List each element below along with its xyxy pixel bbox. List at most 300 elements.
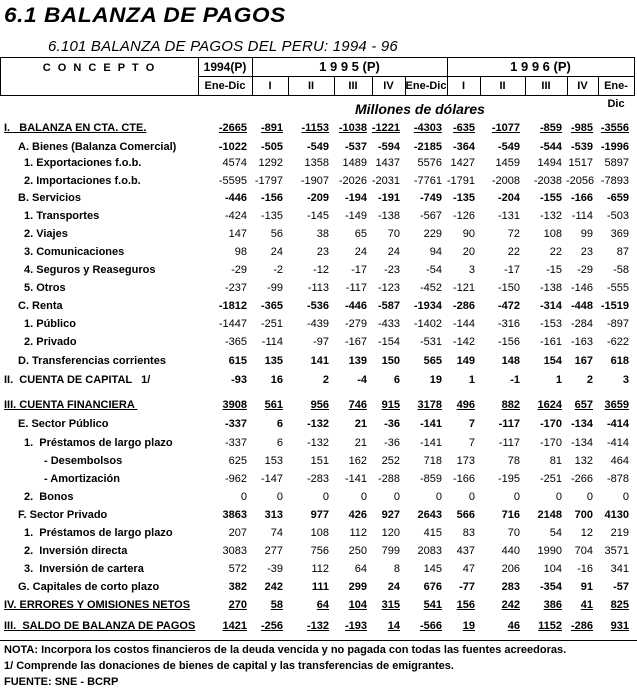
cell-value-text: 1 (468, 374, 475, 386)
cell-value-text: 64 (354, 563, 367, 575)
cell-value-text: -114 (571, 210, 593, 222)
cell-value (524, 246, 562, 258)
cell-value-text: -77 (459, 581, 475, 593)
cell-value-text: -7761 (413, 175, 442, 187)
cell-value-text: -439 (306, 318, 329, 330)
cell-value (404, 473, 442, 485)
cell-value-text: -153 (539, 318, 562, 330)
table-row (0, 355, 637, 371)
cell-value-text: 22 (507, 246, 520, 258)
cell-value (404, 563, 442, 575)
cell-value-text: -194 (344, 192, 367, 204)
table-row (0, 599, 637, 615)
period-header: Ene-Dic (604, 80, 628, 110)
cell-value (566, 264, 593, 276)
cell-value (566, 599, 593, 611)
cell-value (566, 318, 593, 330)
cell-value (524, 192, 562, 204)
cell-value-text: -147 (260, 473, 283, 485)
cell-value-text: 46 (507, 620, 520, 632)
row-label-text: 2. Importaciones f.o.b. (24, 175, 141, 187)
cell-value (287, 300, 329, 312)
cell-value-text: 700 (574, 509, 593, 521)
table-row (0, 399, 637, 415)
cell-value-text: 977 (310, 509, 329, 521)
cell-value-text: 283 (501, 581, 520, 593)
cell-value-text: -286 (570, 620, 593, 632)
cell-value (197, 228, 247, 240)
cell-value-text: -135 (260, 210, 283, 222)
cell-value (597, 264, 629, 276)
cell-value-text: 151 (310, 455, 329, 467)
cell-value-text: 6 (393, 374, 400, 386)
cell-value (597, 300, 629, 312)
cell-value (479, 509, 520, 521)
cell-value-text: -4 (357, 374, 367, 386)
row-label-text: III. CUENTA FINANCIERA (4, 399, 138, 411)
cell-value (597, 355, 629, 367)
cell-value (333, 545, 367, 557)
cell-value-text: 1459 (495, 157, 520, 169)
row-label-text: D. Transferencias corrientes (18, 355, 166, 367)
cell-value (333, 399, 367, 411)
cell-value (446, 527, 475, 539)
cell-value-text: 0 (240, 491, 247, 503)
cell-value-text: 132 (574, 455, 593, 467)
cell-value (251, 141, 283, 153)
cell-value (371, 437, 400, 449)
cell-value (287, 264, 329, 276)
cell-value-text: -163 (570, 336, 593, 348)
cell-value (446, 246, 475, 258)
table-title: 6.101 BALANZA DE PAGOS DEL PERU: 1994 - 96 (48, 38, 398, 55)
cell-value-text: 386 (543, 599, 562, 611)
cell-value (287, 399, 329, 411)
cell-value-text: -859 (539, 122, 562, 134)
year-1995-header: 1 9 9 5 (P) (319, 59, 380, 74)
cell-value (287, 175, 329, 187)
cell-value-text: -138 (377, 210, 400, 222)
cell-value (446, 157, 475, 169)
cell-value (197, 157, 247, 169)
cell-value (597, 175, 629, 187)
cell-value (371, 246, 400, 258)
cell-value-text: 1 (555, 374, 562, 386)
cell-value-text: 3083 (222, 545, 247, 557)
cell-value (404, 264, 442, 276)
cell-value (597, 192, 629, 204)
cell-value (197, 141, 247, 153)
cell-value-text: 229 (423, 228, 442, 240)
cell-value (597, 246, 629, 258)
cell-value (566, 122, 593, 134)
cell-value-text: -166 (570, 192, 593, 204)
cell-value (404, 545, 442, 557)
header-divider (372, 76, 373, 95)
cell-value-text: 0 (622, 491, 629, 503)
header-divider (567, 76, 568, 95)
cell-value (333, 437, 367, 449)
cell-value-text: 565 (423, 355, 442, 367)
cell-value-text: 3 (622, 374, 629, 386)
cell-value-text: -97 (313, 336, 329, 348)
cell-value (251, 300, 283, 312)
row-label (4, 620, 195, 632)
cell-value (333, 620, 367, 632)
cell-value (479, 157, 520, 169)
cell-value (404, 491, 442, 503)
cell-value (287, 228, 329, 240)
cell-value-text: -284 (570, 318, 593, 330)
cell-value (287, 192, 329, 204)
units-label: Millones de dólares (355, 101, 485, 117)
cell-value-text: 153 (264, 455, 283, 467)
cell-value-text: 1358 (304, 157, 329, 169)
cell-value-text: 3863 (222, 509, 247, 521)
cell-value-text: 0 (435, 491, 442, 503)
cell-value (251, 374, 283, 386)
cell-value-text: -446 (224, 192, 247, 204)
header-divider (480, 76, 481, 95)
cell-value-text: 108 (543, 228, 562, 240)
cell-value-text: 1437 (375, 157, 400, 169)
cell-value (446, 318, 475, 330)
row-label (24, 527, 173, 539)
cell-value-text: 6 (276, 418, 283, 430)
cell-value-text: 2083 (417, 545, 442, 557)
row-label-text: - Amortización (44, 473, 120, 485)
cell-value-text: -58 (613, 264, 629, 276)
cell-value (251, 228, 283, 240)
cell-value (524, 545, 562, 557)
row-label-text: - Desembolsos (44, 455, 123, 467)
table-row (0, 473, 637, 489)
cell-value-text: 1494 (537, 157, 562, 169)
year-1994-header: 1994(P) (203, 60, 247, 74)
cell-value-text: 718 (423, 455, 442, 467)
row-label (44, 473, 120, 485)
cell-value (197, 246, 247, 258)
cell-value-text: 56 (270, 228, 283, 240)
row-label (24, 246, 124, 258)
cell-value-text: 799 (381, 545, 400, 557)
cell-value-text: 756 (310, 545, 329, 557)
cell-value-text: -1996 (600, 141, 629, 153)
table-row (0, 545, 637, 561)
cell-value (566, 141, 593, 153)
cell-value (446, 509, 475, 521)
cell-value (251, 599, 283, 611)
cell-value (597, 336, 629, 348)
row-label-text: A. Bienes (Balanza Comercial) (18, 141, 177, 153)
cell-value (197, 418, 247, 430)
cell-value-text: -878 (606, 473, 629, 485)
period-header: IV (577, 80, 588, 92)
cell-value-text: 206 (501, 563, 520, 575)
cell-value-text: -117 (345, 282, 367, 294)
cell-value (287, 455, 329, 467)
cell-value (287, 336, 329, 348)
cell-value (251, 509, 283, 521)
cell-value (197, 437, 247, 449)
cell-value (404, 282, 442, 294)
table-row (0, 491, 637, 507)
row-label (24, 563, 144, 575)
cell-value (479, 491, 520, 503)
cell-value-text: -36 (384, 418, 400, 430)
cell-value (404, 399, 442, 411)
cell-value (597, 122, 629, 134)
cell-value-text: -132 (539, 210, 562, 222)
cell-value-text: 931 (610, 620, 629, 632)
cell-value-text: -749 (419, 192, 442, 204)
cell-value (597, 545, 629, 557)
cell-value-text: -2185 (413, 141, 442, 153)
cell-value (371, 527, 400, 539)
cell-value (251, 545, 283, 557)
period-header: I (268, 80, 272, 92)
cell-value-text: -16 (577, 563, 593, 575)
cell-value (251, 246, 283, 258)
cell-value (404, 246, 442, 258)
cell-value-text: -549 (497, 141, 520, 153)
cell-value (197, 300, 247, 312)
header-divider (405, 76, 406, 95)
cell-value (597, 563, 629, 575)
cell-value (251, 157, 283, 169)
cell-value (251, 210, 283, 222)
cell-value-text: -2 (273, 264, 283, 276)
cell-value-text: 19 (462, 620, 475, 632)
cell-value (404, 437, 442, 449)
cell-value-text: 173 (456, 455, 475, 467)
cell-value (197, 122, 247, 134)
row-label-text: III. SALDO DE BALANZA DE PAGOS (4, 620, 196, 632)
cell-value (404, 355, 442, 367)
cell-value-text: -36 (384, 437, 400, 449)
header-divider (598, 76, 599, 95)
row-label (24, 437, 173, 449)
cell-value-text: 3571 (604, 545, 629, 557)
cell-value-text: -622 (606, 336, 629, 348)
row-label-text: 1. Préstamos de largo plazo (24, 527, 173, 539)
cell-value (566, 563, 593, 575)
cell-value-text: 541 (423, 599, 442, 611)
cell-value-text: 496 (456, 399, 475, 411)
cell-value-text: 7 (468, 418, 475, 430)
cell-value-text: -138 (539, 282, 562, 294)
cell-value-text: -266 (570, 473, 593, 485)
table-row (0, 157, 637, 173)
cell-value (597, 437, 629, 449)
cell-value-text: 704 (574, 545, 593, 557)
cell-value (479, 581, 520, 593)
cell-value (287, 509, 329, 521)
row-label-text: 1. Exportaciones f.o.b. (24, 157, 142, 169)
cell-value-text: -93 (231, 374, 247, 386)
cell-value-text: 58 (270, 599, 283, 611)
table-row (0, 175, 637, 191)
cell-value-text: 2148 (537, 509, 562, 521)
cell-value (371, 563, 400, 575)
cell-value-text: 41 (580, 599, 593, 611)
cell-value (446, 175, 475, 187)
cell-value (479, 620, 520, 632)
cell-value (251, 282, 283, 294)
table-row (0, 192, 637, 208)
cell-value (446, 122, 475, 134)
cell-value-text: 3908 (222, 399, 247, 411)
cell-value (566, 620, 593, 632)
cell-value-text: 154 (543, 355, 562, 367)
cell-value-text: -537 (344, 141, 367, 153)
cell-value-text: -4303 (413, 122, 442, 134)
cell-value-text: 72 (507, 228, 520, 240)
cell-value (597, 491, 629, 503)
cell-value (371, 374, 400, 386)
cell-value (479, 563, 520, 575)
cell-value-text: -134 (570, 418, 593, 430)
cell-value (524, 374, 562, 386)
cell-value-text: 24 (387, 581, 400, 593)
cell-value (524, 563, 562, 575)
cell-value (197, 491, 247, 503)
period-header: III (348, 80, 358, 92)
cell-value (446, 282, 475, 294)
cell-value-text: 74 (270, 527, 283, 539)
cell-value-text: -859 (419, 473, 442, 485)
cell-value (524, 509, 562, 521)
cell-value (446, 228, 475, 240)
cell-value (404, 374, 442, 386)
cell-value-text: 156 (456, 599, 475, 611)
period-header: Ene-Dic (405, 80, 447, 92)
cell-value-text: -1447 (218, 318, 247, 330)
row-label (44, 455, 122, 467)
table-row (0, 141, 637, 157)
cell-value (404, 509, 442, 521)
cell-value (597, 374, 629, 386)
cell-value-text: -448 (570, 300, 593, 312)
cell-value-text: 149 (456, 355, 475, 367)
cell-value-text: 0 (322, 491, 329, 503)
cell-value-text: -2038 (533, 175, 562, 187)
cell-value-text: 70 (507, 527, 520, 539)
cell-value-text: 464 (610, 455, 629, 467)
cell-value (333, 599, 367, 611)
row-label (24, 228, 68, 240)
cell-value (446, 374, 475, 386)
cell-value-text: -154 (377, 336, 400, 348)
cell-value (479, 336, 520, 348)
cell-value (446, 264, 475, 276)
cell-value-text: 1292 (258, 157, 283, 169)
cell-value (524, 141, 562, 153)
cell-value (566, 418, 593, 430)
cell-value (479, 246, 520, 258)
cell-value (251, 175, 283, 187)
cell-value (287, 599, 329, 611)
period-header: II (307, 80, 315, 92)
cell-value-text: 270 (228, 599, 247, 611)
cell-value-text: 0 (360, 491, 367, 503)
row-label-text: 1. Transportes (24, 210, 100, 222)
cell-value (597, 581, 629, 593)
cell-value-text: 150 (381, 355, 400, 367)
row-label-text: 1. Préstamos de largo plazo (24, 437, 173, 449)
cell-value (446, 491, 475, 503)
cell-value-text: -316 (497, 318, 520, 330)
cell-value-text: 22 (549, 246, 562, 258)
cell-value-text: -12 (313, 264, 329, 276)
cell-value (197, 264, 247, 276)
cell-value (404, 175, 442, 187)
cell-value-text: -209 (306, 192, 329, 204)
cell-value-text: 21 (354, 437, 367, 449)
cell-value-text: 299 (348, 581, 367, 593)
cell-value-text: -1519 (600, 300, 629, 312)
cell-value (333, 141, 367, 153)
cell-value (566, 509, 593, 521)
cell-value (566, 473, 593, 485)
cell-value (404, 599, 442, 611)
cell-value (479, 374, 520, 386)
cell-value (479, 282, 520, 294)
cell-value (446, 473, 475, 485)
header-divider (447, 76, 448, 95)
cell-value (197, 473, 247, 485)
cell-value (524, 527, 562, 539)
cell-value (371, 318, 400, 330)
cell-value (371, 581, 400, 593)
row-label (18, 192, 81, 204)
cell-value (333, 491, 367, 503)
cell-value (446, 210, 475, 222)
cell-value-text: -150 (497, 282, 520, 294)
cell-value (566, 175, 593, 187)
cell-value-text: 250 (348, 545, 367, 557)
cell-value (287, 527, 329, 539)
cell-value-text: 3178 (417, 399, 442, 411)
cell-value-text: -365 (260, 300, 283, 312)
cell-value (524, 599, 562, 611)
header-divider (252, 76, 253, 95)
cell-value (479, 455, 520, 467)
cell-value-text: -897 (606, 318, 629, 330)
row-label (18, 418, 108, 430)
cell-value (287, 437, 329, 449)
cell-value (566, 527, 593, 539)
cell-value-text: -1791 (446, 175, 475, 187)
cell-value-text: 65 (354, 228, 367, 240)
cell-value-text: -446 (344, 300, 367, 312)
cell-value-text: 81 (549, 455, 562, 467)
table-bottom-rule (0, 640, 637, 641)
cell-value-text: -17 (504, 264, 520, 276)
cell-value (524, 264, 562, 276)
cell-value (371, 491, 400, 503)
cell-value (597, 210, 629, 222)
cell-value-text: 618 (610, 355, 629, 367)
cell-value-text: -144 (452, 318, 475, 330)
cell-value-text: 440 (501, 545, 520, 557)
cell-value-text: 24 (387, 246, 400, 258)
cell-value-text: -536 (306, 300, 329, 312)
cell-value (251, 455, 283, 467)
cell-value (404, 418, 442, 430)
cell-value-text: -279 (344, 318, 367, 330)
cell-value (333, 210, 367, 222)
